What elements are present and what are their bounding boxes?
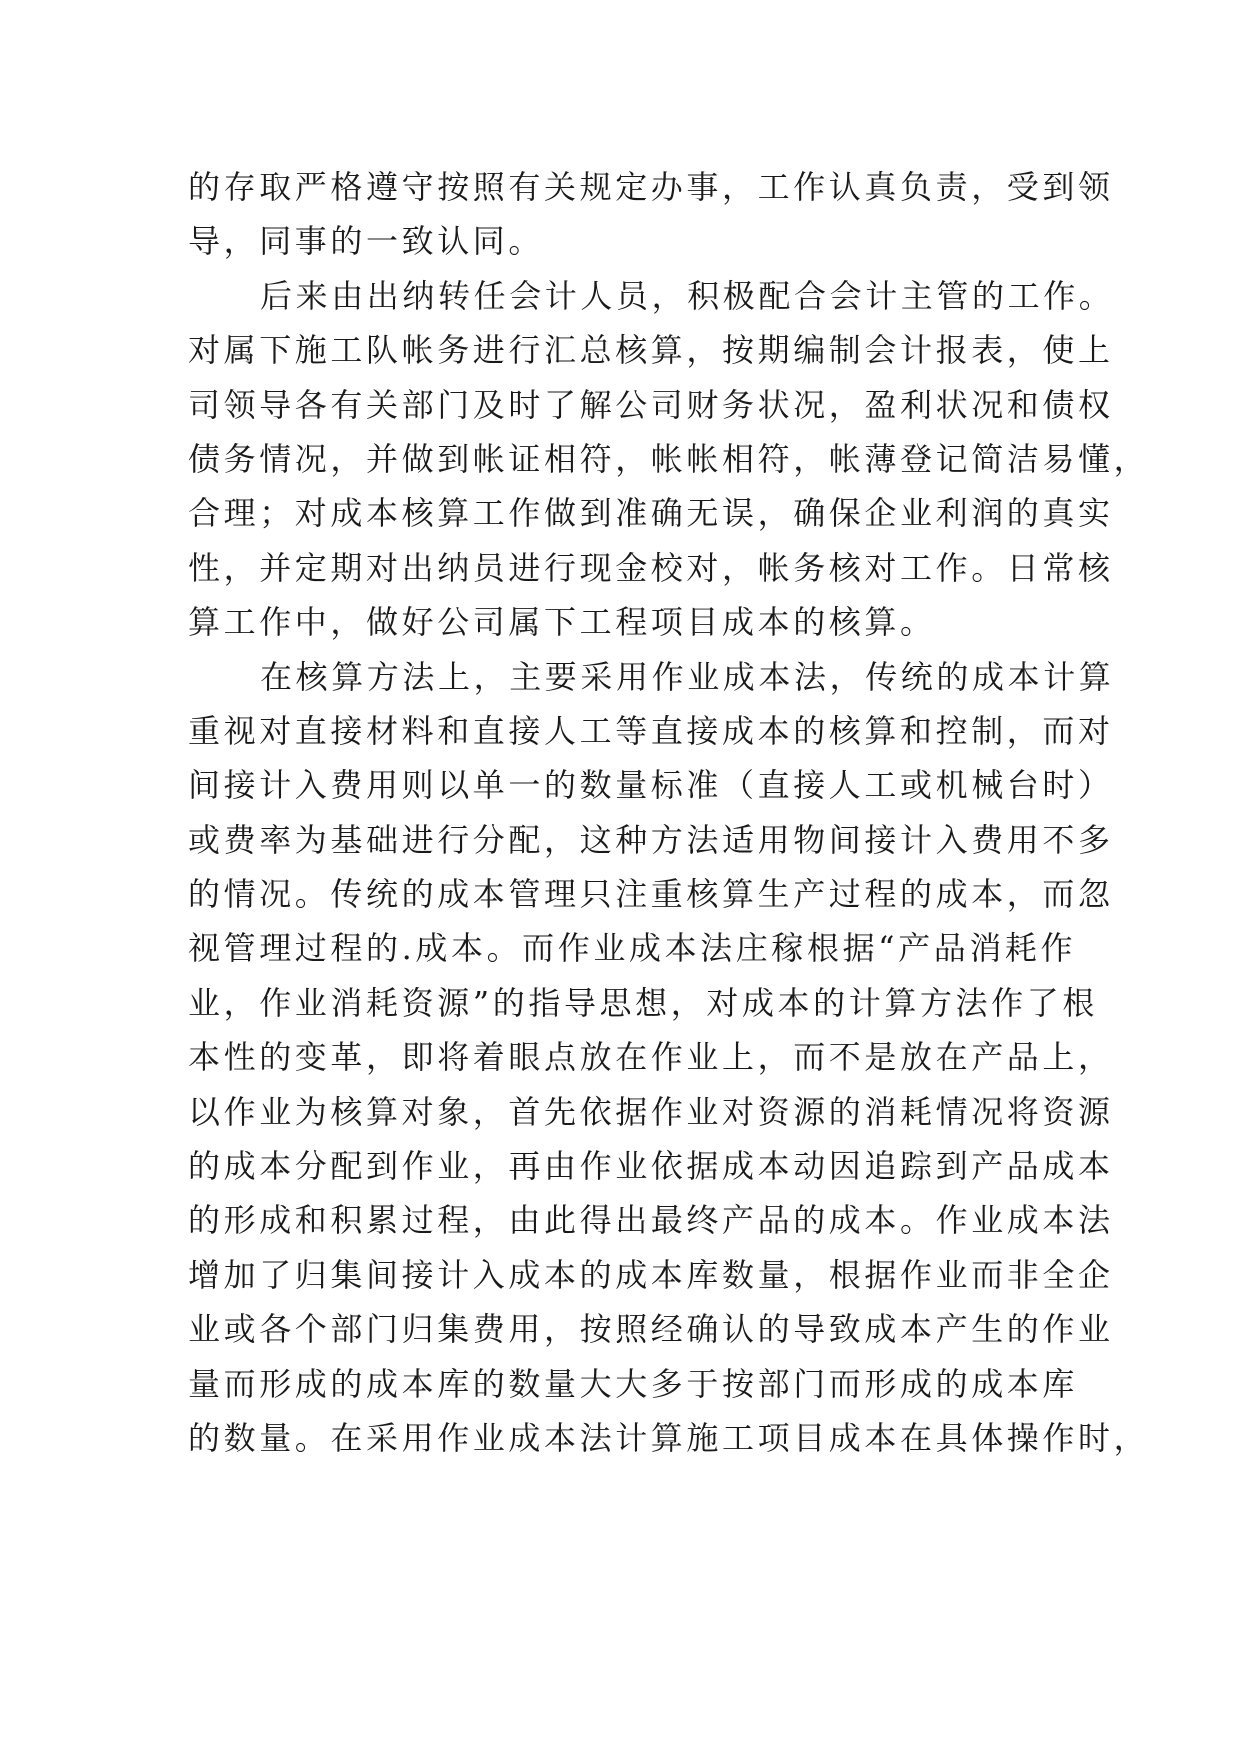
paragraph [188,650,1150,1466]
text-line: 合理；对成本核算工作做到准确无误，确保企业利润的真实 [188,494,1114,533]
text-line: 司领导各有关部门及时了解公司财务状况，盈利状况和债权 [188,385,1114,424]
text-line: 的成本分配到作业，再由作业依据成本动因追踪到产品成本 [188,1147,1114,1186]
text-line: 在核算方法上，主要采用作业成本法，传统的成本计算 [260,657,1115,696]
text-line: 的存取严格遵守按照有关规定办事，工作认真负责，受到领 [188,168,1114,206]
text-line: 重视对直接材料和直接人工等直接成本的核算和控制，而对 [188,711,1114,750]
paragraph [188,160,1114,269]
text-line: 业，作业消耗资源”的指导思想，对成本的计算方法作了根 [188,983,1098,1022]
text-line: 的形成和积累过程，由此得出最终产品的成本。作业成本法 [188,1201,1114,1240]
paragraph [188,269,1150,650]
text-line: 的情况。传统的成本管理只注重核算生产过程的成本，而忽 [188,875,1114,914]
text-line: 后来由出纳转任会计人员，积极配合会计主管的工作。 [260,276,1115,315]
text-line: 间接计入费用则以单一的数量标准（直接人工或机械台时） [188,766,1114,805]
text-line: 本性的变革，即将着眼点放在作业上，而不是放在产品上， [188,1038,1114,1077]
text-line: 算工作中，做好公司属下工程项目成本的核算。 [188,603,936,642]
text-line: 视管理过程的.成本。而作业成本法庄稼根据“产品消耗作 [188,929,1077,968]
text-line: 以作业为核算对象，首先依据作业对资源的消耗情况将资源 [188,1092,1114,1131]
text-line: 业或各个部门归集费用，按照经确认的导致成本产生的作业 [188,1310,1114,1349]
text-line: 性，并定期对出纳员进行现金校对，帐务核对工作。日常核 [188,548,1114,587]
text-line: 或费率为基础进行分配，这种方法适用物间接计入费用不多 [188,820,1114,859]
text-line: 量而形成的成本库的数量大大多于按部门而形成的成本库 [188,1364,1079,1403]
text-line: 的数量。在采用作业成本法计算施工项目成本在具体操作时， [188,1418,1150,1457]
document-body [188,160,1150,1465]
text-line: 导，同事的一致认同。 [188,222,545,261]
text-line: 对属下施工队帐务进行汇总核算，按期编制会计报表，使上 [188,331,1114,370]
text-line: 增加了归集间接计入成本的成本库数量，根据作业而非全企 [188,1255,1114,1294]
text-line: 债务情况，并做到帐证相符，帐帐相符，帐薄登记简洁易懂， [188,439,1150,478]
